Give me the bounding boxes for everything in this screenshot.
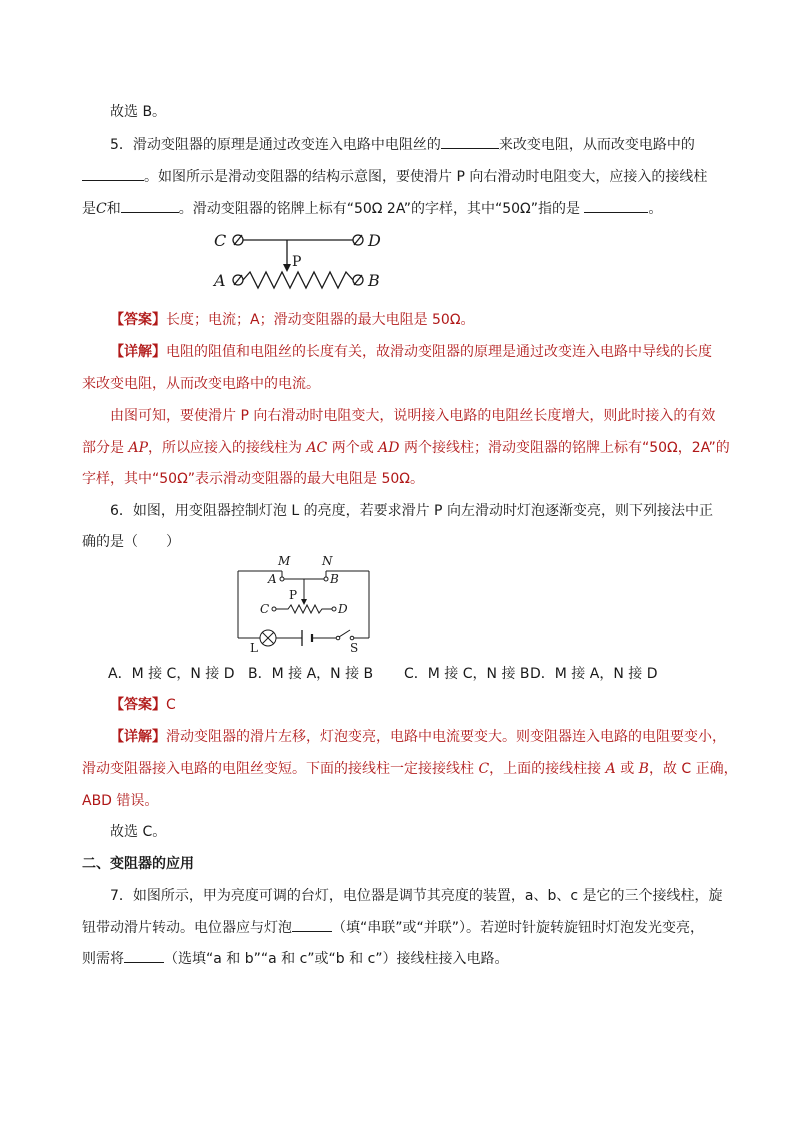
q7-line3	[82, 948, 722, 969]
q6-detail-tag: 【详解】	[110, 729, 166, 745]
label-a: A	[268, 572, 277, 586]
q6-detail-3: ABD 错误。	[82, 793, 159, 809]
q5-blank-2[interactable]	[82, 166, 144, 181]
q5-detail4-d: 两个接线柱；滑动变阻器的铭牌上标有“50Ω，2A”的	[399, 440, 730, 456]
q7-line3-b: （选填“a 和 b”“a 和 c”或“b 和 c”）接线柱接入电路。	[164, 951, 509, 967]
label-c: C	[260, 602, 270, 616]
q5-blank-1[interactable]	[441, 134, 499, 149]
q6-answer-tag: 【答案】	[110, 697, 166, 713]
q5-line3-c: C	[96, 201, 107, 217]
q7-line2-a: 钮带动滑片转动。电位器应与灯泡	[82, 920, 292, 936]
q5-detail-3: 由图可知，要使滑片 P 向右滑动时电阻变大，说明接入电路的电阻丝长度增大，则此时接入的有效	[110, 408, 716, 424]
q5-line3-e: 。	[648, 201, 663, 217]
q5-detail4-a: 部分是	[82, 440, 129, 456]
q7-blank-1[interactable]	[292, 917, 332, 932]
label-l: L	[250, 641, 258, 653]
q7-line2	[82, 917, 722, 938]
q5-line3-a: 是	[82, 201, 96, 217]
q6-line2: 确的是（ ）	[82, 534, 180, 550]
q5-detail4-c: 两个或	[327, 440, 379, 456]
q6-detail1-text: 滑动变阻器的滑片左移，灯泡变亮，电路中电流要变大。则变阻器连入电路的电阻要变小，	[166, 729, 726, 745]
slider-arrow-icon	[283, 264, 291, 272]
q5-detail1-text: 电阻的阻值和电阻丝的长度有关，故滑动变阻器的原理是通过改变连入电路中导线的长度	[166, 344, 712, 360]
label-n: N	[322, 554, 333, 568]
q5-blank-3[interactable]	[121, 198, 179, 213]
option-c[interactable]: C．M 接 C，N 接 B	[404, 666, 530, 682]
circuit-diagram	[232, 553, 377, 653]
q5-blank-4[interactable]	[584, 198, 648, 213]
label-c: C	[214, 231, 227, 250]
q6-detail2-c: C	[478, 761, 490, 777]
resistance-wire	[243, 272, 353, 288]
q5-detail4-ac: AC	[306, 440, 328, 456]
q6-detail2-d: ，故 C 正确，	[648, 761, 738, 777]
q6-choose: 故选 C。	[110, 824, 167, 840]
q6-detail-2	[82, 759, 738, 779]
label-d: D	[368, 231, 381, 250]
q5-detail4-ap: AP	[128, 440, 148, 456]
q7-line3-a: 则需将	[82, 951, 124, 967]
q5-answer-tag: 【答案】	[110, 312, 166, 328]
q5-answer-text: 长度；电流；A；滑动变阻器的最大电阻是 50Ω。	[166, 312, 475, 328]
q5-line1-b: 来改变电阻，从而改变电路中的	[498, 137, 695, 153]
q5-detail4-b: ，所以应接入的接线柱为	[147, 440, 307, 456]
q5-answer	[110, 310, 750, 330]
option-d[interactable]: D．M 接 A，N 接 D	[530, 666, 658, 682]
slider-arrow-icon	[301, 599, 307, 605]
q4-choose: 故选 B。	[110, 104, 167, 120]
option-a[interactable]: A．M 接 C，N 接 D	[108, 666, 235, 682]
label-p: P	[292, 254, 302, 270]
rheostat-coil	[276, 605, 332, 613]
q6-detail2-b: ，上面的接线柱接	[489, 761, 606, 777]
q6-detail2-a: 滑动变阻器接入电路的电阻丝变短。下面的接线柱一定接接线柱	[82, 761, 479, 777]
q5-detail-5: 字样，其中“50Ω”表示滑动变阻器的最大电阻是 50Ω。	[82, 471, 424, 487]
q5-detail-tag: 【详解】	[110, 344, 166, 360]
q6-detail2-or: 或	[615, 761, 639, 777]
terminal-c-dot	[272, 607, 276, 611]
q6-detail2-aa: A	[605, 761, 616, 777]
q5-line2-text: 。如图所示是滑动变阻器的结构示意图，要使滑片 P 向右滑动时电阻变大，应接入的接线柱	[144, 169, 708, 185]
q5-detail4-ad: AD	[378, 440, 400, 456]
label-d: D	[338, 602, 348, 616]
q5-line1	[110, 134, 750, 155]
terminal-d-dot	[332, 607, 336, 611]
q5-detail-4	[82, 438, 730, 458]
q5-line3-b: 和	[106, 201, 121, 217]
label-m: M	[278, 554, 291, 568]
q6-detail2-bb: B	[638, 761, 649, 777]
q7-blank-2[interactable]	[124, 948, 164, 963]
q6-answer	[110, 695, 750, 715]
switch-lever-icon	[339, 630, 350, 637]
label-a: A	[214, 271, 226, 290]
terminal-b-dot	[324, 577, 328, 581]
q5-line1-a: 5．滑动变阻器的原理是通过改变连入电路中电阻丝的	[110, 137, 441, 153]
option-b[interactable]: B．M 接 A，N 接 B	[248, 666, 374, 682]
terminal-a-dot	[280, 577, 284, 581]
rheostat-diagram	[200, 226, 400, 296]
q5-line2	[82, 166, 722, 187]
label-b: B	[330, 572, 339, 586]
q7-line2-b: （填“串联”或“并联”）。若逆时针旋转旋钮时灯泡发光变亮，	[332, 920, 705, 936]
q7-line1: 7．如图所示，甲为亮度可调的台灯，电位器是调节其亮度的装置，a、b、c 是它的三个接线柱，旋	[110, 888, 723, 904]
q6-answer-text: C	[166, 697, 176, 713]
label-p: P	[289, 588, 298, 602]
q5-detail-1	[110, 342, 750, 362]
q5-line3-d: 。滑动变阻器的铭牌上标有“50Ω 2A”的字样，其中“50Ω”指的是	[178, 201, 580, 217]
q5-line3	[82, 198, 722, 219]
label-b: B	[368, 271, 380, 290]
section-title: 二、变阻器的应用	[82, 856, 194, 872]
q6-line1: 6．如图，用变阻器控制灯泡 L 的亮度，若要求滑片 P 向左滑动时灯泡逐渐变亮，则下列接法中正	[110, 503, 713, 519]
label-s: S	[350, 641, 359, 653]
switch-contact	[350, 636, 354, 640]
q5-detail-2: 来改变电阻，从而改变电路中的电流。	[82, 376, 320, 392]
q6-detail-1	[110, 727, 750, 747]
